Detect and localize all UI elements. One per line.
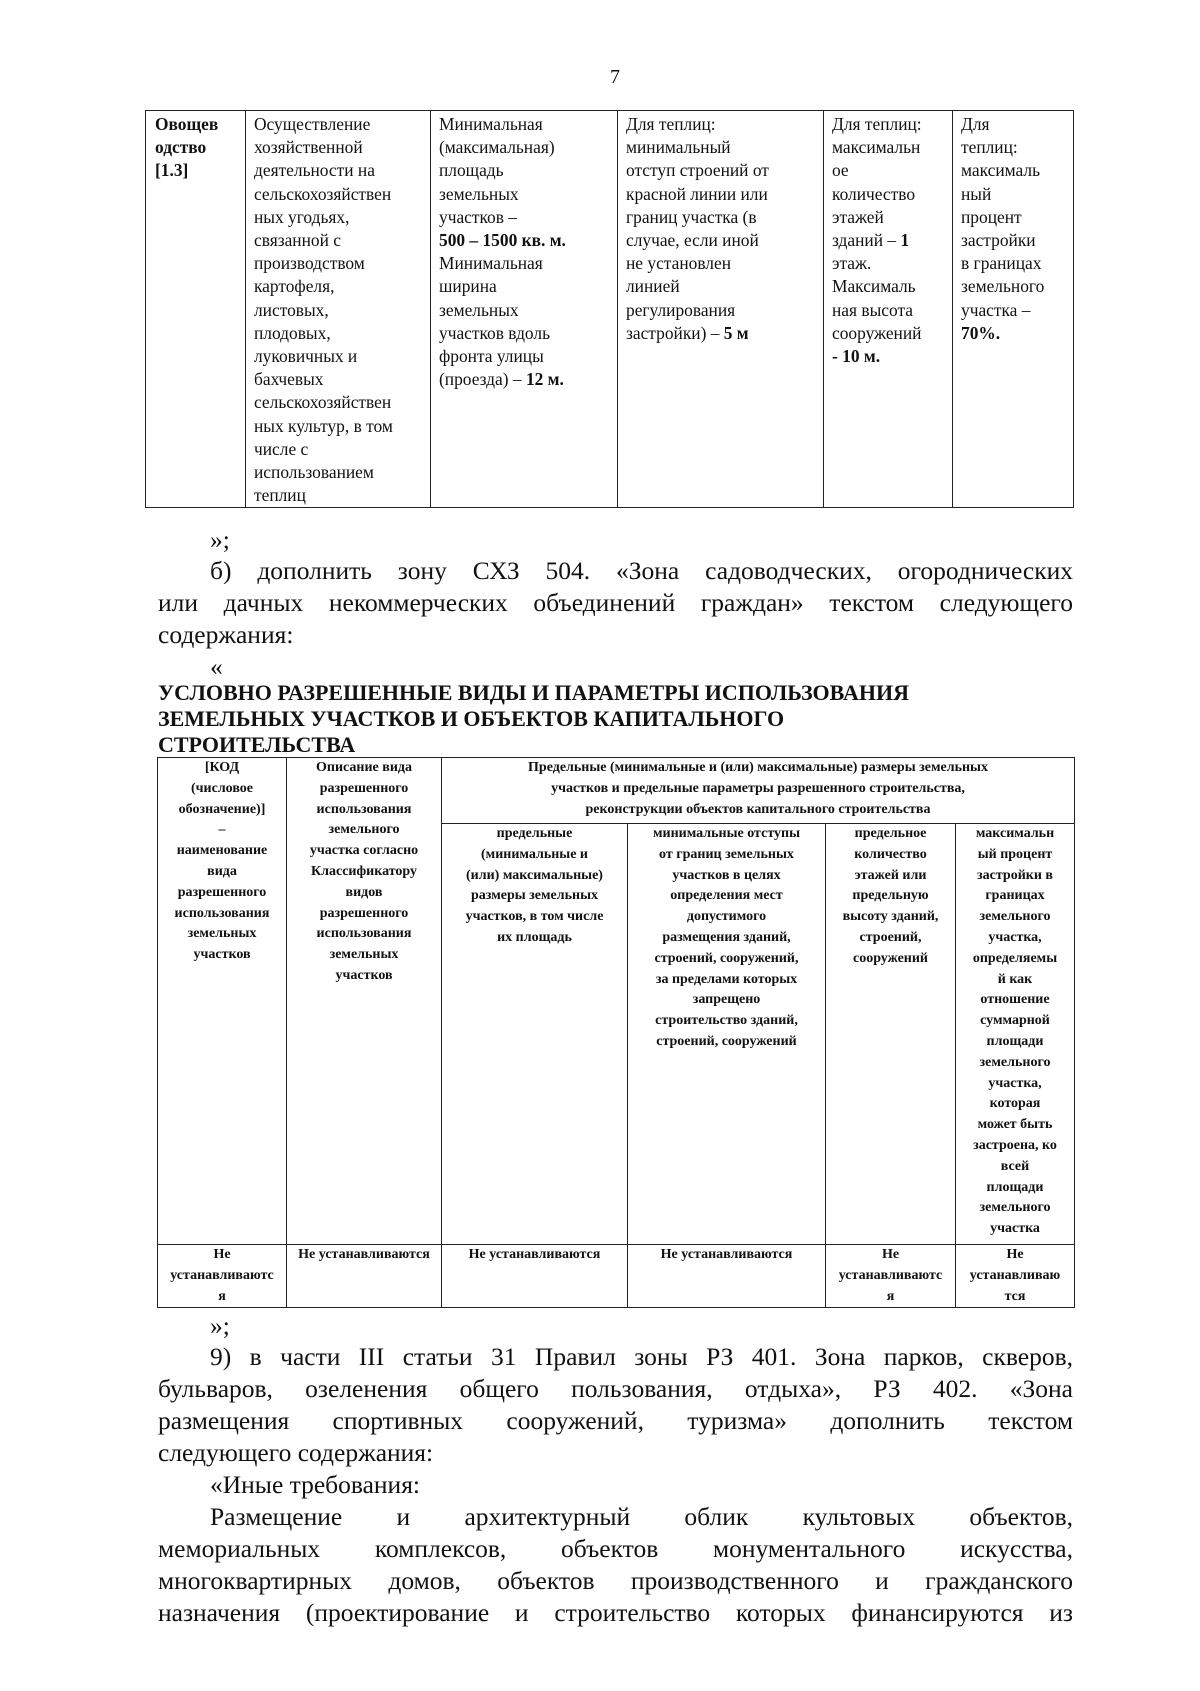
text-line: использования: [316, 801, 412, 817]
text-line: Минимальная: [439, 114, 543, 134]
text-line: числе с: [254, 438, 309, 459]
text-line: минимальный: [626, 137, 731, 158]
paragraph-b: [158, 555, 1073, 651]
final-line-3: многоквартирных домов, объектов производственного и гражданского: [158, 1566, 1073, 1595]
text-line: ных культур, в том: [254, 415, 393, 436]
coverage-text: [961, 113, 1065, 322]
heading-line-1: УСЛОВНО РАЗРЕШЕННЫЕ ВИДЫ И ПАРАМЕТРЫ ИСПОЛЬЗОВАНИЯ: [158, 680, 909, 705]
text-line: устанавливаю: [969, 1267, 1061, 1283]
text-line: сооружений: [852, 950, 928, 966]
area-value: 500 – 1500 кв. м.: [439, 230, 566, 251]
text-line: всей: [1000, 1158, 1030, 1174]
text-line: (минимальные и: [481, 846, 588, 862]
text-line: Не устанавливаются: [298, 1247, 430, 1262]
text-line: этаж.: [832, 253, 872, 274]
text-line: я: [218, 1288, 226, 1304]
text-line: земельного: [979, 1200, 1051, 1216]
table-conditional-uses: [157, 757, 1075, 1308]
text-line: (числовое: [190, 780, 254, 796]
text-line: Не устанавливаются: [468, 1247, 601, 1262]
text-line: границах: [985, 888, 1045, 904]
text-line: Минимальная: [439, 253, 543, 274]
text-line: Для теплиц:: [832, 114, 922, 134]
text-line: разрешенного: [177, 884, 267, 900]
text-line: их площадь: [497, 929, 572, 945]
text-line: земельных: [439, 299, 519, 320]
paragraph-9-line-3: размещения спортивных сооружений, туризма» дополнить текстом: [158, 1406, 1073, 1435]
text-line: й как: [997, 971, 1033, 987]
floors-buildings-prefix: зданий –: [832, 230, 901, 251]
text-line: деятельности на: [254, 160, 375, 181]
text-line: застройки в: [977, 867, 1053, 883]
text-line: вида: [207, 863, 237, 879]
text-line: (максимальная): [439, 137, 555, 158]
table-row: [146, 111, 1074, 508]
text-line: участка согласно: [309, 843, 419, 859]
final-line-4: назначения (проектирование и строительство которых финансируются из: [158, 1598, 1073, 1627]
text-line: ое: [832, 160, 849, 181]
paragraph-b-line-2: или дачных некоммерческих объединений граждан» текстом следующего: [158, 588, 1073, 617]
text-line: участка,: [988, 1075, 1042, 1091]
page-number: 7: [610, 66, 620, 88]
text-line: определения мест: [670, 888, 783, 904]
coverage-value: 70%.: [961, 322, 1001, 343]
paragraph-9-line-2: бульваров, озеленения общего пользования, отдыха», РЗ 402. «Зона: [158, 1374, 1073, 1403]
text-line: процент: [961, 206, 1022, 227]
width-prefix: (проезда) –: [439, 369, 526, 390]
text-line: связанной с: [254, 230, 341, 251]
text-line: в границах: [961, 253, 1042, 274]
area-text: [439, 113, 609, 229]
text-line: участков: [335, 967, 393, 983]
text-line: картофеля,: [254, 276, 335, 297]
text-line: плодовых,: [254, 322, 331, 343]
text-line: регулирования: [626, 299, 736, 320]
text-line: площадь: [439, 160, 504, 181]
text-line: высоту зданий,: [842, 909, 939, 925]
text-line: теплиц: [254, 485, 306, 506]
text-line: этажей: [832, 206, 884, 227]
floors-height-value: - 10 м.: [832, 346, 881, 367]
text-line: сельскохозяйствен: [254, 183, 392, 204]
header-area: [442, 824, 628, 1245]
text-line: Для: [961, 114, 990, 134]
text-line: (или) максимальные): [466, 867, 603, 883]
text-line: сооружений: [832, 322, 922, 343]
text-line: определяемы: [972, 950, 1058, 966]
text-line: за пределами которых: [655, 971, 798, 987]
text-line: ных угодьях,: [254, 206, 350, 227]
text-line: разрешенного: [319, 780, 409, 796]
text-line: запрещено: [692, 992, 761, 1008]
paragraph-b-line-1: б) дополнить зону СХЗ 504. «Зона садоводческих, огороднических: [210, 556, 1073, 585]
width-text: [439, 252, 609, 368]
text-line: не установлен: [626, 253, 732, 274]
text-line: Не устанавливаются: [660, 1247, 793, 1262]
text-line: этажей или: [854, 867, 927, 883]
cell-floors: [824, 111, 953, 508]
text-line: устанавливаютс: [838, 1267, 943, 1283]
text-line: участка –: [961, 299, 1031, 320]
text-line: одство: [155, 137, 207, 158]
text-line: допустимого: [686, 909, 767, 925]
cell-code: [146, 111, 246, 508]
text-line: минимальные отступы: [652, 826, 801, 841]
text-line: использованием: [254, 462, 374, 483]
text-line: застроена, ко: [973, 1137, 1057, 1153]
text-line: размещения зданий,: [662, 929, 791, 945]
final-line-1: Размещение и архитектурный облик культовых объектов,: [210, 1502, 1073, 1531]
cell-not-set: [956, 1245, 1075, 1308]
text-line: тся: [1004, 1288, 1026, 1304]
text-line: сельскохозяйствен: [254, 392, 392, 413]
cell-coverage: [953, 111, 1074, 508]
text-line: предельную: [852, 888, 929, 904]
text-line: земельного: [979, 909, 1051, 925]
text-line: участков и предельные параметры разрешенного строительства,: [551, 780, 965, 796]
text-line: ширина: [439, 276, 497, 297]
text-line: которая: [989, 1096, 1041, 1112]
text-line: ый процент: [977, 846, 1053, 862]
paragraph-9-line-1: 9) в части III статьи 31 Правил зоны РЗ 401. Зона парков, скверов,: [210, 1342, 1073, 1371]
text-line: строительство зданий,: [655, 1013, 798, 1029]
text-line: Не: [213, 1247, 231, 1262]
text-line: участка,: [988, 929, 1042, 945]
text-line: участков вдоль: [439, 322, 551, 343]
cell-not-set: [826, 1245, 956, 1308]
text-line: земельных: [439, 183, 519, 204]
text-line: я: [886, 1288, 895, 1304]
text-line: использования: [174, 905, 270, 921]
text-line: –: [218, 822, 226, 838]
text-line: наименование: [176, 843, 268, 859]
text-line: [КОД: [204, 760, 240, 775]
text-line: застройки: [961, 230, 1036, 251]
cell-description: [246, 111, 431, 508]
setback-text: [626, 113, 815, 322]
text-line: количество: [832, 183, 916, 204]
text-line: бахчевых: [254, 369, 324, 390]
text-line: участков, в том числе: [465, 909, 604, 925]
text-line: теплиц:: [961, 137, 1018, 158]
text-line: ная высота: [832, 299, 913, 320]
text-line: может быть: [977, 1117, 1053, 1133]
cell-not-set: [442, 1245, 628, 1308]
cell-not-set: [158, 1245, 287, 1308]
heading-line-2: ЗЕМЕЛЬНЫХ УЧАСТКОВ И ОБЪЕКТОВ КАПИТАЛЬНОГО: [158, 706, 785, 731]
cell-not-set: [628, 1245, 826, 1308]
text-line: Не: [1006, 1247, 1024, 1262]
text-line: земельных: [329, 947, 399, 963]
header-limits: [442, 758, 1075, 824]
text-line: максимальн: [975, 826, 1055, 841]
text-line: Осуществление: [254, 114, 371, 134]
text-line: [1.3]: [155, 160, 189, 181]
text-line: площади: [986, 1179, 1044, 1195]
text-line: Описание вида: [316, 760, 412, 775]
section-heading: [158, 680, 909, 758]
text-line: линией: [626, 276, 680, 297]
text-line: отношение: [980, 992, 1050, 1008]
other-requirements: «Иные требования:: [210, 1470, 421, 1499]
paragraph-b-line-3: содержания:: [158, 620, 294, 649]
table-horticulture-params: [145, 110, 1074, 508]
text-line: Овощев: [155, 114, 219, 134]
text-line: земельного: [961, 276, 1045, 297]
text-line: участков –: [439, 206, 517, 227]
text-line: суммарной: [980, 1013, 1050, 1029]
header-floors: [826, 824, 956, 1245]
text-line: участка: [990, 1221, 1040, 1237]
text-line: реконструкции объектов капитального строительства: [585, 801, 931, 817]
text-line: границ участка (в: [626, 206, 757, 227]
text-line: предельное: [854, 826, 927, 841]
text-line: земельного: [979, 1054, 1051, 1070]
header-code: [158, 758, 287, 1245]
text-line: ный: [961, 183, 992, 204]
floors-text: [832, 113, 944, 229]
table-header-row: [158, 758, 1075, 824]
text-line: листовых,: [254, 299, 329, 320]
text-line: участков в целях: [672, 867, 781, 883]
paragraph-9-line-4: следующего содержания:: [158, 1438, 434, 1467]
text-line: разрешенного: [319, 905, 409, 921]
paragraph-9: [158, 1341, 1073, 1469]
text-line: Классификатору: [310, 863, 418, 879]
final-line-2: мемориальных комплексов, объектов монументального искусства,: [158, 1534, 1073, 1563]
closing-quote-1: »;: [210, 525, 230, 554]
text-line: площади: [986, 1033, 1044, 1049]
heading-line-3: СТРОИТЕЛЬСТВА: [158, 732, 356, 757]
text-line: участков: [193, 947, 251, 963]
text-line: размеры земельных: [470, 888, 599, 904]
text-line: устанавливаютс: [170, 1267, 274, 1283]
text-line: от границ земельных: [659, 846, 794, 862]
header-coverage: [956, 824, 1075, 1245]
text-line: использования: [316, 926, 412, 942]
header-description: [287, 758, 442, 1245]
table-row: [158, 1245, 1075, 1308]
text-line: производством: [254, 253, 365, 274]
text-line: Максималь: [832, 276, 916, 297]
text-line: максимальн: [832, 137, 921, 158]
closing-quote-2: »;: [210, 1311, 230, 1340]
text-line: строений, сооружений: [656, 1033, 797, 1049]
text-line: красной линии или: [626, 183, 768, 204]
setback-value: 5 м: [723, 322, 749, 343]
text-line: Для теплиц:: [626, 114, 716, 134]
text-line: случае, если иной: [626, 230, 759, 251]
text-line: отступ строений от: [626, 160, 769, 181]
text-line: обозначение)]: [178, 801, 266, 817]
text-line: хозяйственной: [254, 137, 363, 158]
text-line: земельного: [328, 822, 400, 838]
setback-prefix: застройки) –: [626, 322, 724, 343]
text-line: видов: [345, 884, 383, 900]
text-line: Не: [881, 1247, 900, 1262]
text-line: максималь: [961, 160, 1041, 181]
header-setback: [628, 824, 826, 1245]
width-value: 12 м.: [525, 369, 564, 390]
floors-buildings-value: 1: [900, 230, 910, 251]
opening-quote: «: [210, 652, 223, 681]
text-line: Предельные (минимальные и (или) максимальные) размеры земельных: [528, 760, 988, 775]
text-line: земельных: [187, 926, 257, 942]
text-line: количество: [854, 846, 927, 862]
text-line: луковичных и: [254, 346, 358, 367]
cell-setback: [618, 111, 824, 508]
text-line: предельные: [496, 826, 573, 841]
text-line: фронта улицы: [439, 346, 544, 367]
floors-text-2: [832, 252, 944, 345]
text-line: строений, сооружений,: [654, 950, 799, 966]
text-line: строений,: [859, 929, 922, 945]
cell-area: [431, 111, 618, 508]
final-paragraph: [158, 1501, 1073, 1629]
cell-not-set: [287, 1245, 442, 1308]
